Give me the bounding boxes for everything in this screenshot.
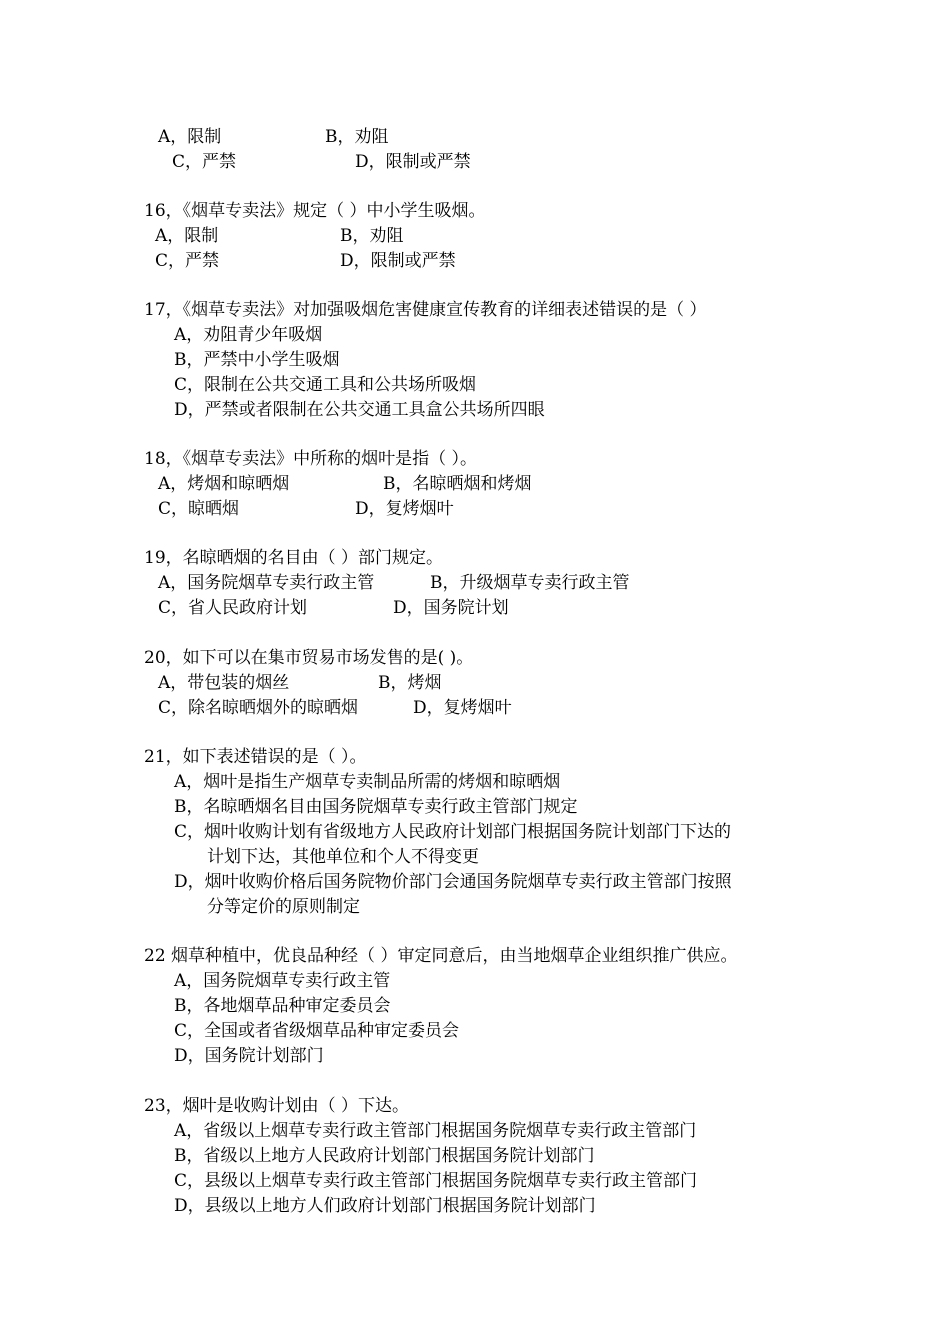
q22-option-d: D，国务院计划部门 [174, 1046, 324, 1066]
q21-option-b: B，名晾晒烟名目由国务院烟草专卖行政主管部门规定 [174, 797, 578, 817]
q22-option-a: A，国务院烟草专卖行政主管 [174, 971, 391, 991]
question-23: 23，烟叶是收购计划由（ ）下达。 [144, 1096, 410, 1116]
q22-option-b: B，各地烟草品种审定委员会 [174, 996, 391, 1016]
q17-option-b: B，严禁中小学生吸烟 [174, 350, 340, 370]
q20-option-b: B，烤烟 [378, 673, 442, 693]
q20-option-a: A，带包装的烟丝 [158, 673, 290, 693]
q19-option-d: D，国务院计划 [393, 598, 509, 618]
q20-option-d: D，复烤烟叶 [413, 698, 512, 718]
q23-option-d: D，县级以上地方人们政府计划部门根据国务院计划部门 [174, 1196, 596, 1216]
option-a: A，限制 [158, 127, 222, 147]
q21-option-c: C，烟叶收购计划有省级地方人民政府计划部门根据国务院计划部门下达的 [174, 822, 732, 842]
question-21: 21，如下表述错误的是（ ）。 [144, 747, 367, 767]
question-16: 16，《烟草专卖法》规定（ ）中小学生吸烟。 [144, 201, 486, 221]
q21-option-a: A，烟叶是指生产烟草专卖制品所需的烤烟和晾晒烟 [174, 772, 561, 792]
q18-option-b: B，名晾晒烟和烤烟 [383, 474, 532, 494]
question-18: 18，《烟草专卖法》中所称的烟叶是指（ ）。 [144, 449, 478, 469]
q16-option-d: D，限制或严禁 [340, 251, 456, 271]
q19-option-a: A，国务院烟草专卖行政主管 [158, 573, 375, 593]
q19-option-c: C，省人民政府计划 [158, 598, 308, 618]
q18-option-a: A，烤烟和晾晒烟 [158, 474, 290, 494]
q20-option-c: C，除名晾晒烟外的晾晒烟 [158, 698, 359, 718]
q16-option-a: A，限制 [155, 226, 219, 246]
question-20: 20，如下可以在集市贸易市场发售的是( )。 [144, 648, 474, 668]
q21-option-d: D，烟叶收购价格后国务院物价部门会通国务院烟草专卖行政主管部门按照 [174, 872, 732, 892]
q16-option-c: C，严禁 [155, 251, 220, 271]
option-d: D，限制或严禁 [355, 152, 471, 172]
q17-option-a: A，劝阻青少年吸烟 [174, 325, 323, 345]
q22-option-c: C，全国或者省级烟草品种审定委员会 [174, 1021, 460, 1041]
q23-option-b: B，省级以上地方人民政府计划部门根据国务院计划部门 [174, 1146, 595, 1166]
q23-option-c: C，县级以上烟草专卖行政主管部门根据国务院烟草专卖行政主管部门 [174, 1171, 698, 1191]
q23-option-a: A，省级以上烟草专卖行政主管部门根据国务院烟草专卖行政主管部门 [174, 1121, 697, 1141]
q17-option-d: D，严禁或者限制在公共交通工具盒公共场所四眼 [174, 400, 545, 420]
q21-option-c-continued: 计划下达，其他单位和个人不得变更 [207, 847, 479, 867]
q19-option-b: B，升级烟草专卖行政主管 [430, 573, 630, 593]
question-17: 17，《烟草专卖法》对加强吸烟危害健康宣传教育的详细表述错误的是（ ） [144, 300, 707, 320]
q18-option-d: D，复烤烟叶 [355, 499, 454, 519]
q17-option-c: C，限制在公共交通工具和公共场所吸烟 [174, 375, 477, 395]
q18-option-c: C，晾晒烟 [158, 499, 240, 519]
q21-option-d-continued: 分等定价的原则制定 [207, 897, 360, 917]
question-19: 19，名晾晒烟的名目由（ ）部门规定。 [144, 548, 444, 568]
question-22: 22 烟草种植中，优良品种经（ ）审定同意后，由当地烟草企业组织推广供应。 [144, 946, 738, 966]
option-b: B，劝阻 [325, 127, 389, 147]
q16-option-b: B，劝阻 [340, 226, 404, 246]
option-c: C，严禁 [172, 152, 237, 172]
